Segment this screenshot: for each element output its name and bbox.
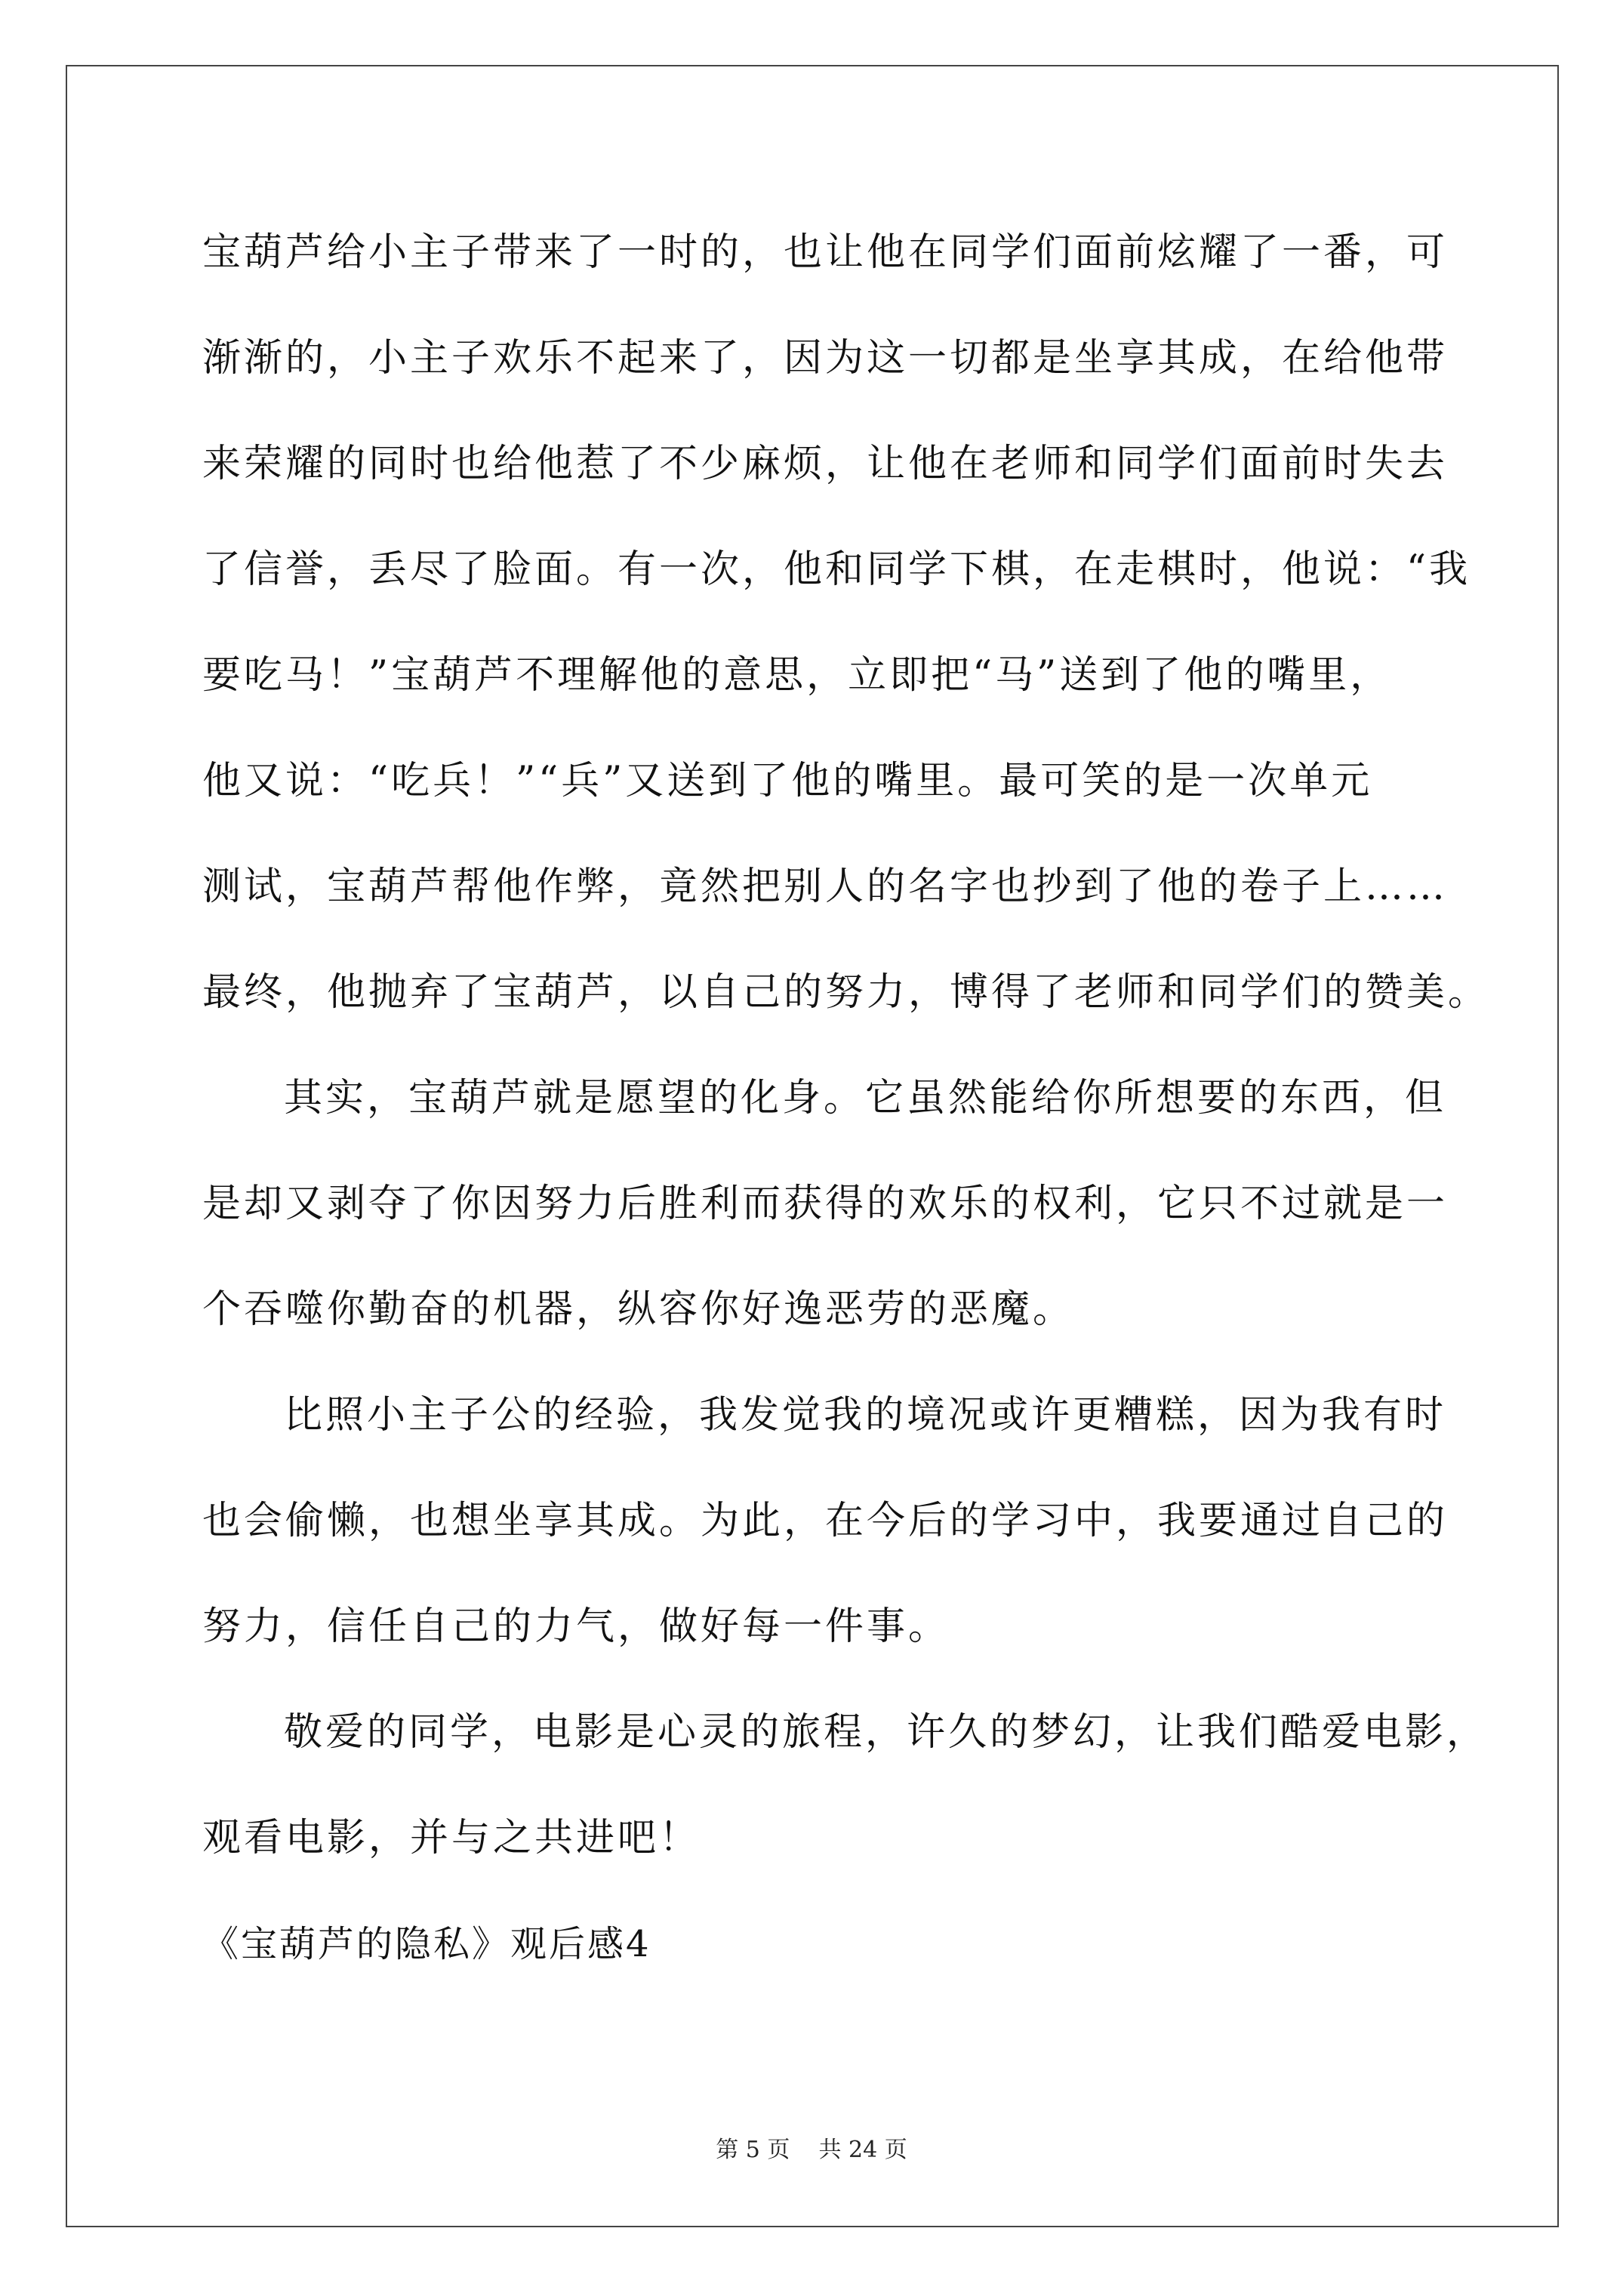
page-number-footer: 第 5 页 共 24 页	[716, 2137, 907, 2163]
text-line: 也会偷懒，也想坐享其成。为此，在今后的学习中，我要通过自己的	[202, 1499, 1449, 1543]
text-line: 敬爱的同学，电影是心灵的旅程，许久的梦幻，让我们酷爱电影，	[284, 1710, 1489, 1755]
text-line: 宝葫芦给小主子带来了一时的，也让他在同学们面前炫耀了一番，可	[202, 230, 1449, 275]
paragraph-2	[202, 1046, 1449, 1363]
paragraph-4	[202, 1680, 1489, 1891]
text-line: 测试，宝葫芦帮他作弊，竟然把别人的名字也抄到了他的卷子上……	[202, 864, 1449, 909]
text-line: 努力，信任自己的力气，做好每一件事。	[202, 1604, 950, 1649]
text-line: 其实，宝葫芦就是愿望的化身。它虽然能给你所想要的东西，但	[284, 1076, 1447, 1120]
text-line: 个吞噬你勤奋的机器，纵容你好逸恶劳的恶魔。	[202, 1287, 1075, 1332]
text-line: 来荣耀的同时也给他惹了不少麻烦，让他在老师和同学们面前时失去	[202, 442, 1449, 486]
text-line: 比照小主子公的经验，我发觉我的境况或许更糟糕，因为我有时	[284, 1393, 1447, 1438]
text-line: 了信誉，丢尽了脸面。有一次，他和同学下棋，在走棋时，他说：“我	[202, 547, 1471, 592]
text-line: 观看电影，并与之共进吧！	[202, 1816, 701, 1860]
document-body	[202, 200, 1490, 1997]
section-heading: 《宝葫芦的隐私》观后感4	[202, 1923, 651, 1965]
text-line: 他又说：“吃兵！”“兵”又送到了他的嘴里。最可笑的是一次单元	[202, 759, 1373, 803]
paragraph-3	[202, 1363, 1449, 1680]
text-line: 是却又剥夺了你因努力后胜利而获得的欢乐的权利，它只不过就是一	[202, 1182, 1449, 1226]
text-line: 最终，他抛弃了宝葫芦，以自己的努力，博得了老师和同学们的赞美。	[202, 970, 1490, 1015]
paragraph-1	[202, 200, 1490, 1046]
text-line: 要吃马！”宝葫芦不理解他的意思，立即把“马”送到了他的嘴里，	[202, 653, 1392, 698]
text-line: 渐渐的，小主子欢乐不起来了，因为这一切都是坐享其成，在给他带	[202, 336, 1449, 381]
